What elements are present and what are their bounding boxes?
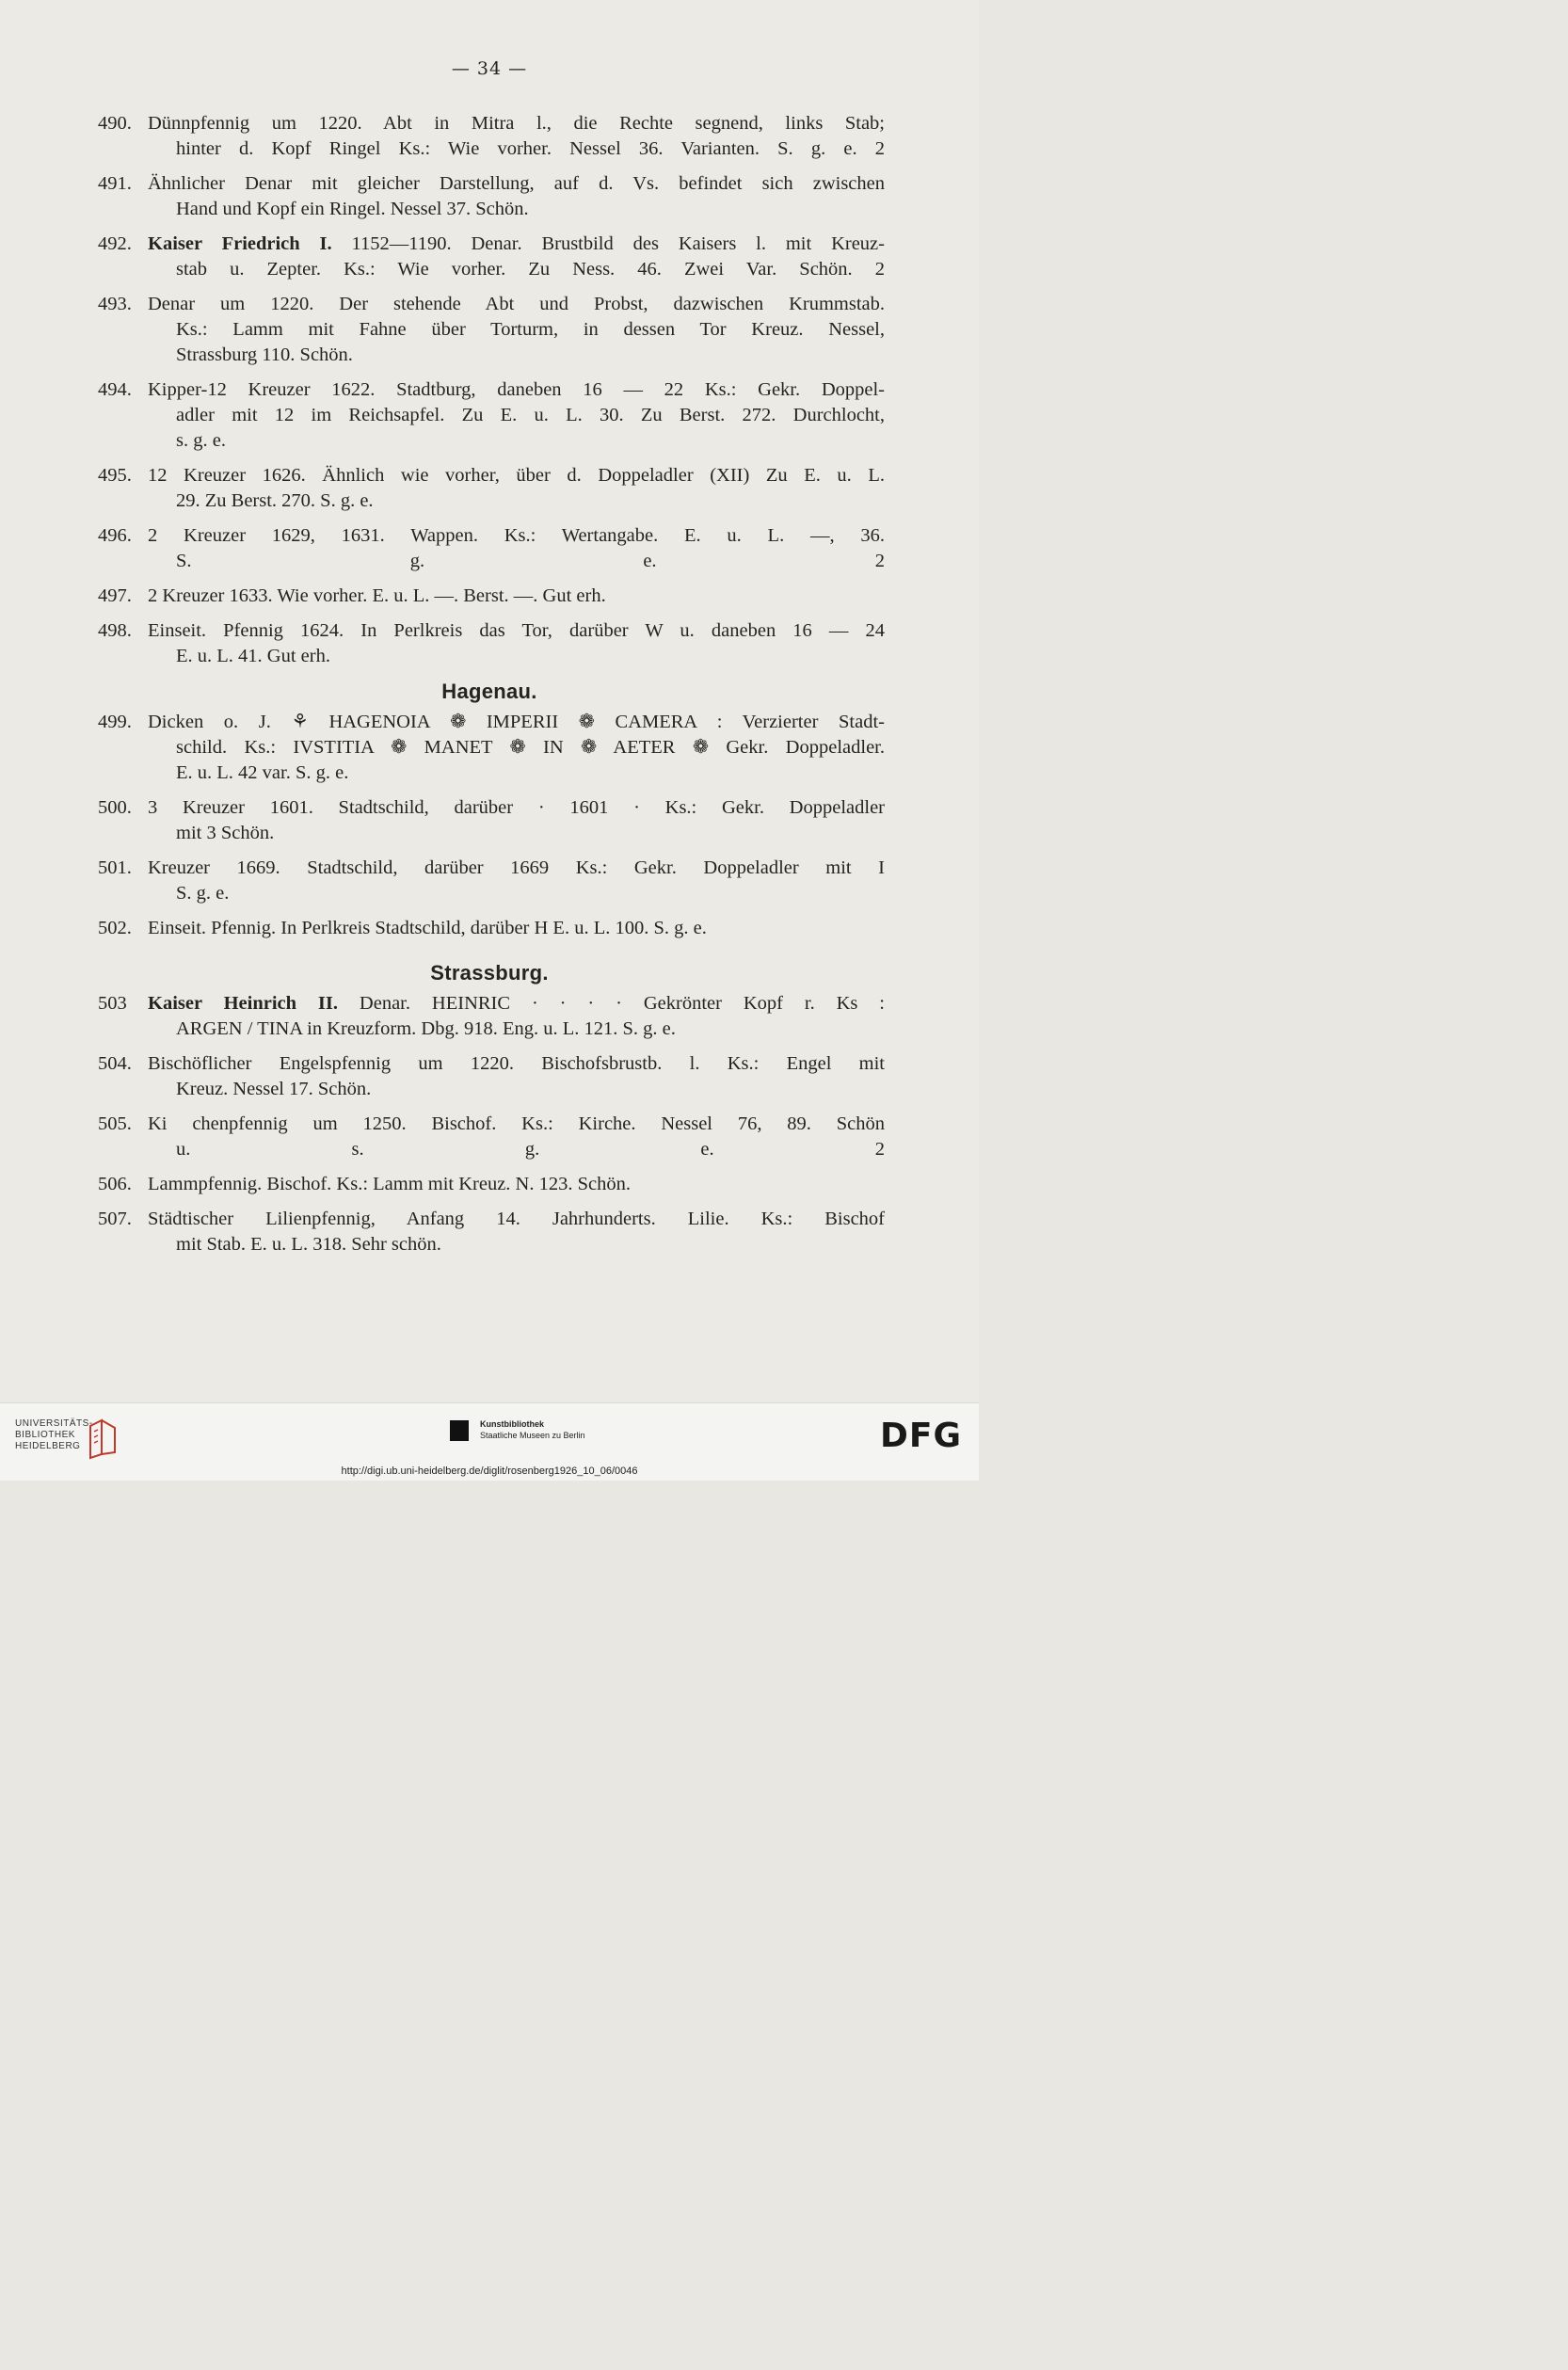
entry-line: adler mit 12 im Reichsapfel. Zu E. u. L. 30. Zu Berst. 272. Durchlocht, [176, 405, 885, 425]
entry-number: 498. [98, 620, 132, 641]
entry-number: 500. [98, 797, 132, 818]
catalogue-entry [94, 1172, 885, 1197]
catalogue-entry [94, 377, 885, 454]
entry-line: Kipper-12 Kreuzer 1622. Stadtburg, daneben 16 — 22 Ks.: Gekr. Doppel- [148, 379, 885, 400]
catalogue-entry [94, 1207, 885, 1257]
entry-line: Ks.: Lamm mit Fahne über Torturm, in dessen Tor Kreuz. Nessel, [176, 319, 885, 340]
entry-number: 507. [98, 1209, 132, 1229]
entry-line: S. g. e. 2 [176, 551, 885, 571]
catalogue-entry [94, 171, 885, 222]
entry-line: 12 Kreuzer 1626. Ähnlich wie vorher, über d. Doppeladler (XII) Zu E. u. L. [148, 465, 885, 486]
entry-line: Einseit. Pfennig 1624. In Perlkreis das Tor, darüber W u. daneben 16 — 24 [148, 620, 885, 641]
entry-line: Bischöflicher Engelspfennig um 1220. Bischofsbrustb. l. Ks.: Engel mit [148, 1053, 885, 1074]
entry-line: Kreuzer 1669. Stadtschild, darüber 1669 Ks.: Gekr. Doppeladler mit I [148, 857, 885, 878]
permalink-url[interactable]: http://digi.ub.uni-heidelberg.de/diglit/rosenberg1926_10_06/0046 [341, 1465, 638, 1477]
entry-line: 3 Kreuzer 1601. Stadtschild, darüber · 1601 · Ks.: Gekr. Doppeladler [148, 797, 885, 818]
entry-line: 29. Zu Berst. 270. S. g. e. [176, 490, 374, 511]
entry-line: ARGEN / TINA in Kreuzform. Dbg. 918. Eng. u. L. 121. S. g. e. [176, 1018, 676, 1039]
catalogue-entry [94, 463, 885, 514]
entries-group-b [94, 710, 885, 941]
entry-line: Strassburg 110. Schön. [176, 344, 353, 365]
entry-line: E. u. L. 41. Gut erh. [176, 646, 330, 666]
catalogue-entry [94, 618, 885, 669]
kunstbibliothek-subtitle: Staatliche Museen zu Berlin [480, 1431, 585, 1440]
entry-line-text: Denar. HEINRIC · · · · Gekrönter Kopf r. Ks : [338, 993, 886, 1014]
catalogue-entry [94, 584, 885, 609]
entry-line-text: 1152—1190. Denar. Brustbild des Kaisers l. mit Kreuz- [331, 233, 885, 254]
catalogue-entry [94, 1112, 885, 1162]
catalogue-entry [94, 292, 885, 368]
entry-line: E. u. L. 42 var. S. g. e. [176, 762, 349, 783]
entry-line: Ki chenpfennig um 1250. Bischof. Ks.: Kirche. Nessel 76, 89. Schön [148, 1113, 885, 1134]
entry-line: schild. Ks.: IVSTITIA ❁ MANET ❁ IN ❁ AETER ❁ Gekr. Doppeladler. [176, 737, 885, 758]
entry-number: 505. [98, 1113, 132, 1134]
footer-bar [0, 1402, 979, 1481]
entry-line: Hand und Kopf ein Ringel. Nessel 37. Schön. [176, 199, 529, 219]
entry-ruler-name: Kaiser Friedrich I. [148, 233, 332, 254]
entry-number: 504. [98, 1053, 132, 1074]
entry-number: 492. [98, 233, 132, 254]
kunstbibliothek-icon [450, 1420, 469, 1441]
ub-logo-line: HEIDELBERG [15, 1441, 81, 1451]
entry-line: hinter d. Kopf Ringel Ks.: Wie vorher. Nessel 36. Varianten. S. g. e. 2 [176, 138, 885, 159]
entry-number: 490. [98, 113, 132, 134]
kunstbibliothek-title: Kunstbibliothek [480, 1419, 544, 1429]
entry-line: Dünnpfennig um 1220. Abt in Mitra l., die Rechte segnend, links Stab; [148, 113, 885, 134]
ub-logo-line: UNIVERSITÄTS- [15, 1418, 93, 1429]
ub-heidelberg-mark-icon [87, 1417, 119, 1460]
section-heading-strassburg: Strassburg. [430, 961, 549, 985]
entries-group-a [94, 111, 885, 669]
section-heading-hagenau: Hagenau. [441, 680, 537, 703]
catalogue-entry [94, 232, 885, 282]
entry-line: Dicken o. J. ⚘ HAGENOIA ❁ IMPERII ❁ CAMERA : Verzierter Stadt- [148, 712, 885, 732]
entry-number: 494. [98, 379, 132, 400]
dfg-logo[interactable]: DFG [879, 1417, 962, 1455]
entry-line: Ähnlicher Denar mit gleicher Darstellung, auf d. Vs. befindet sich zwischen [148, 173, 885, 194]
entry-line: Einseit. Pfennig. In Perlkreis Stadtschild, darüber H E. u. L. 100. S. g. e. [148, 918, 707, 938]
entry-number: 491. [98, 173, 132, 194]
ub-heidelberg-logo[interactable] [15, 1418, 93, 1452]
entry-line: Lammpfennig. Bischof. Ks.: Lamm mit Kreuz. N. 123. Schön. [148, 1174, 631, 1194]
entry-line: 2 Kreuzer 1633. Wie vorher. E. u. L. —. Berst. —. Gut erh. [148, 585, 606, 606]
entry-line: mit 3 Schön. [176, 823, 275, 843]
entry-line: Denar um 1220. Der stehende Abt und Probst, dazwischen Krummstab. [148, 294, 885, 314]
page-number: — 34 — [451, 58, 528, 79]
catalogue-entry [94, 710, 885, 786]
entry-line: u. s. g. e. 2 [176, 1139, 885, 1160]
entry-number: 501. [98, 857, 132, 878]
catalogue-entry [94, 856, 885, 906]
entry-line: 2 Kreuzer 1629, 1631. Wappen. Ks.: Wertangabe. E. u. L. —, 36. [148, 525, 885, 546]
document-page [0, 0, 979, 1402]
entry-line: s. g. e. [176, 430, 226, 451]
entries-group-c [94, 991, 885, 1257]
entry-line: Städtischer Lilienpfennig, Anfang 14. Jahrhunderts. Lilie. Ks.: Bischof [148, 1209, 885, 1229]
entry-number: 496. [98, 525, 132, 546]
entry-ruler-name: Kaiser Heinrich II. [148, 993, 339, 1014]
entry-number: 506. [98, 1174, 132, 1194]
entry-number: 499. [98, 712, 132, 732]
entry-number: 503 [98, 993, 127, 1014]
entry-number: 495. [98, 465, 132, 486]
catalogue-entry [94, 523, 885, 574]
entry-line: mit Stab. E. u. L. 318. Sehr schön. [176, 1234, 441, 1255]
entry-number: 497. [98, 585, 132, 606]
catalogue-entry [94, 1051, 885, 1102]
entry-line: Kreuz. Nessel 17. Schön. [176, 1079, 372, 1099]
ub-logo-line: BIBLIOTHEK [15, 1430, 75, 1440]
entry-line: S. g. e. [176, 883, 230, 904]
catalogue-entry [94, 795, 885, 846]
entry-number: 502. [98, 918, 132, 938]
catalogue-text [94, 111, 885, 1267]
catalogue-entry [94, 916, 885, 941]
entry-line [148, 232, 885, 257]
entry-number: 493. [98, 294, 132, 314]
entry-line [148, 991, 885, 1017]
catalogue-entry [94, 991, 885, 1042]
entry-line: stab u. Zepter. Ks.: Wie vorher. Zu Ness. 46. Zwei Var. Schön. 2 [176, 259, 885, 280]
catalogue-entry [94, 111, 885, 162]
